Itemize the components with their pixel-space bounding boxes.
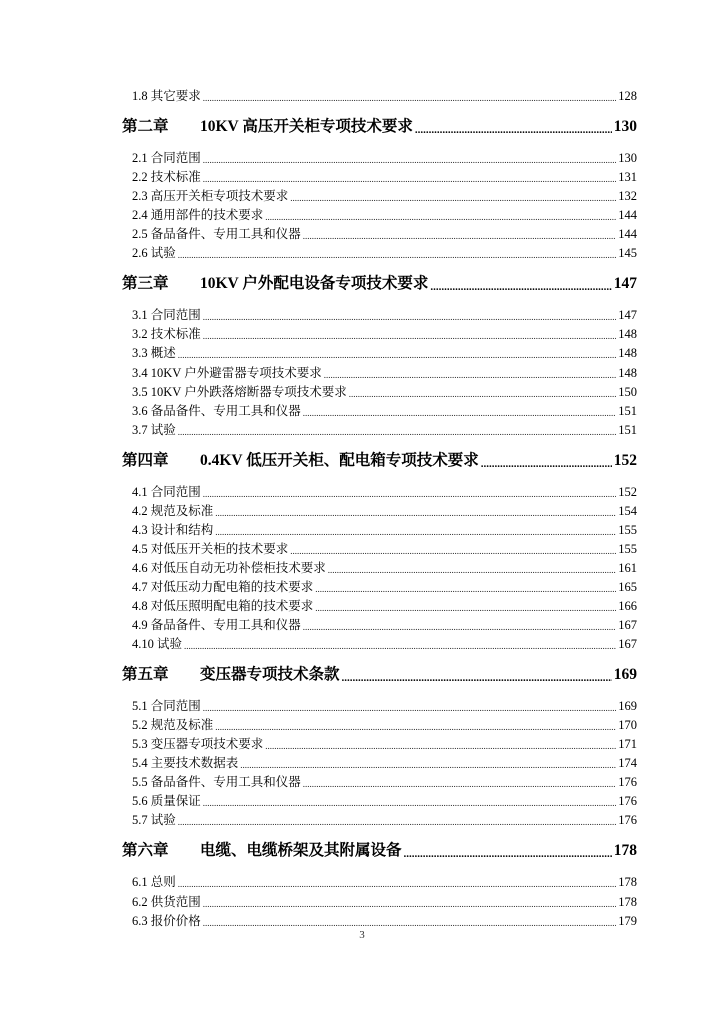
toc-page-number: 155: [618, 542, 637, 556]
toc-page-number: 151: [618, 404, 637, 418]
toc-entry[interactable]: [132, 187, 637, 205]
toc-entry[interactable]: [132, 206, 637, 224]
chapter-number: 第四章: [122, 452, 169, 469]
toc-page-number: 167: [618, 618, 637, 632]
toc-entry-title: 2.3 高压开关柜专项技术要求: [132, 189, 289, 203]
toc-chapter-entry[interactable]: [122, 663, 637, 687]
toc-entry[interactable]: [132, 344, 637, 362]
dot-leader: [203, 91, 616, 105]
dot-leader: [203, 916, 616, 930]
toc-page-number: 176: [618, 794, 637, 808]
toc-entry-title: [122, 115, 413, 139]
toc-chapter-entry[interactable]: [122, 272, 637, 296]
toc-entry-title: 5.2 规范及标准: [132, 718, 214, 732]
toc-entry-title: 2.2 技术标准: [132, 170, 201, 184]
toc-page-number: 131: [618, 170, 637, 184]
toc-page-number: 128: [618, 89, 637, 103]
toc-entry-title: [122, 272, 428, 296]
dot-leader: [215, 720, 616, 734]
toc-entry-title: 5.6 质量保证: [132, 794, 201, 808]
toc-entry[interactable]: [132, 306, 637, 324]
toc-page-number: 169: [613, 666, 637, 683]
toc-entry-title: 4.2 规范及标准: [132, 504, 214, 518]
toc-entry[interactable]: [132, 893, 637, 911]
chapter-title: 0.4KV 低压开关柜、配电箱专项技术要求: [200, 452, 479, 469]
toc-entry[interactable]: [132, 616, 637, 634]
toc-entry-title: 4.8 对低压照明配电箱的技术要求: [132, 599, 314, 613]
toc-entry[interactable]: [132, 811, 637, 829]
toc-entry-title: 5.7 试验: [132, 813, 176, 827]
toc-entry-title: 2.6 试验: [132, 246, 176, 260]
toc-page-number: 147: [618, 308, 637, 322]
toc-page-number: 152: [613, 452, 637, 469]
toc-entry-title: 5.3 变压器专项技术要求: [132, 737, 264, 751]
toc-entry[interactable]: [132, 521, 637, 539]
toc-entry-title: 4.10 试验: [132, 637, 183, 651]
dot-leader: [178, 248, 616, 262]
toc-page-number: 132: [618, 189, 637, 203]
toc-page-number: 165: [618, 580, 637, 594]
toc-entry-title: [122, 839, 402, 863]
chapter-title: 10KV 高压开关柜专项技术要求: [200, 118, 413, 135]
chapter-number: 第三章: [122, 275, 169, 292]
toc-entry[interactable]: [132, 873, 637, 891]
toc-page-number: 161: [618, 561, 637, 575]
toc-entry[interactable]: [132, 912, 637, 930]
toc-entry[interactable]: [132, 87, 637, 105]
toc-page-number: 176: [618, 813, 637, 827]
toc-entry-title: 3.4 10KV 户外避雷器专项技术要求: [132, 366, 322, 380]
toc-entry-title: 3.5 10KV 户外跌落熔断器专项技术要求: [132, 385, 347, 399]
dot-leader: [430, 278, 611, 296]
toc-entry-title: [122, 449, 479, 473]
toc-entry[interactable]: [132, 502, 637, 520]
dot-leader: [303, 620, 616, 634]
dot-leader: [324, 368, 617, 382]
toc-page-number: 174: [618, 756, 637, 770]
dot-leader: [203, 310, 616, 324]
toc-entry[interactable]: [132, 754, 637, 772]
dot-leader: [240, 758, 616, 772]
toc-page-number: 171: [618, 737, 637, 751]
dot-leader: [184, 639, 616, 653]
toc-entry-title: 4.5 对低压开关柜的技术要求: [132, 542, 289, 556]
dot-leader: [178, 877, 616, 891]
toc-entry[interactable]: [132, 421, 637, 439]
toc-entry-title: 2.4 通用部件的技术要求: [132, 208, 264, 222]
toc-page-number: 176: [618, 775, 637, 789]
toc-entry-title: 6.1 总则: [132, 875, 176, 889]
dot-leader: [178, 348, 616, 362]
toc-entry[interactable]: [132, 773, 637, 791]
toc-entry[interactable]: [132, 483, 637, 501]
toc-page-number: 155: [618, 523, 637, 537]
toc-entry-title: 1.8 其它要求: [132, 89, 201, 103]
toc-entry[interactable]: [132, 168, 637, 186]
toc-chapter-entry[interactable]: [122, 449, 637, 473]
toc-entry-title: 3.7 试验: [132, 423, 176, 437]
chapter-number: 第五章: [122, 666, 169, 683]
toc-page-number: 130: [618, 151, 637, 165]
toc-entry-title: 4.6 对低压自动无功补偿柜技术要求: [132, 561, 326, 575]
toc-page-number: 179: [618, 914, 637, 928]
toc-page-number: 152: [618, 485, 637, 499]
toc-page-number: 178: [613, 842, 637, 859]
toc-entry-title: 5.1 合同范围: [132, 699, 201, 713]
dot-leader: [203, 329, 616, 343]
toc-entry-title: 2.1 合同范围: [132, 151, 201, 165]
dot-leader: [203, 487, 616, 501]
toc-entry[interactable]: [132, 402, 637, 420]
dot-leader: [178, 815, 616, 829]
dot-leader: [178, 425, 616, 439]
dot-leader: [265, 739, 616, 753]
dot-leader: [328, 563, 616, 577]
toc-entry[interactable]: [132, 578, 637, 596]
toc-page-number: 169: [618, 699, 637, 713]
toc-entry[interactable]: [132, 559, 637, 577]
toc-entry-title: 4.3 设计和结构: [132, 523, 214, 537]
dot-leader: [315, 601, 616, 615]
toc-page-number: 167: [618, 637, 637, 651]
toc-page-number: 148: [618, 366, 637, 380]
toc-entry-title: 4.9 备品备件、专用工具和仪器: [132, 618, 301, 632]
toc-chapter-entry[interactable]: [122, 115, 637, 139]
toc-entry-title: 4.1 合同范围: [132, 485, 201, 499]
dot-leader: [203, 796, 616, 810]
toc-entry[interactable]: [132, 149, 637, 167]
toc-entry-title: 2.5 备品备件、专用工具和仪器: [132, 227, 301, 241]
toc-entry-title: 6.3 报价价格: [132, 914, 201, 928]
chapter-number: 第二章: [122, 118, 169, 135]
toc-page-number: 178: [618, 895, 637, 909]
toc-entry-title: 3.6 备品备件、专用工具和仪器: [132, 404, 301, 418]
dot-leader: [303, 406, 616, 420]
toc-entry-title: 5.4 主要技术数据表: [132, 756, 239, 770]
toc-page-number: 144: [618, 227, 637, 241]
toc-entry[interactable]: [132, 225, 637, 243]
dot-leader: [265, 210, 616, 224]
toc-entry[interactable]: [132, 325, 637, 343]
dot-leader: [415, 121, 612, 139]
toc-page-number: 170: [618, 718, 637, 732]
dot-leader: [290, 544, 616, 558]
toc-page-number: 145: [618, 246, 637, 260]
toc-entry-title: 5.5 备品备件、专用工具和仪器: [132, 775, 301, 789]
toc-page-number: 150: [618, 385, 637, 399]
dot-leader: [215, 525, 616, 539]
chapter-number: 第六章: [122, 842, 169, 859]
dot-leader: [481, 455, 612, 473]
dot-leader: [203, 172, 616, 186]
toc-page-number: 148: [618, 327, 637, 341]
dot-leader: [203, 897, 616, 911]
toc-page-number: 178: [618, 875, 637, 889]
toc-page-number: 148: [618, 346, 637, 360]
toc-page-number: 166: [618, 599, 637, 613]
toc-entry[interactable]: [132, 716, 637, 734]
dot-leader: [203, 701, 616, 715]
toc-entry[interactable]: [132, 364, 637, 382]
dot-leader: [303, 777, 616, 791]
dot-leader: [290, 191, 616, 205]
toc-page-number: 130: [613, 118, 637, 135]
chapter-title: 10KV 户外配电设备专项技术要求: [200, 275, 429, 292]
toc-entry[interactable]: [132, 540, 637, 558]
toc-entry[interactable]: [132, 635, 637, 653]
toc-page-number: 151: [618, 423, 637, 437]
toc-chapter-entry[interactable]: [122, 839, 637, 863]
dot-leader: [404, 845, 612, 863]
chapter-title: 变压器专项技术条款: [200, 666, 340, 683]
toc-entry-title: [122, 663, 340, 687]
toc-page-number: 154: [618, 504, 637, 518]
dot-leader: [303, 229, 616, 243]
toc-entry[interactable]: [132, 697, 637, 715]
toc-entry[interactable]: [132, 735, 637, 753]
toc-entry[interactable]: [132, 244, 637, 262]
chapter-title: 电缆、电缆桥架及其附属设备: [200, 842, 402, 859]
toc-entry[interactable]: [132, 597, 637, 615]
dot-leader: [215, 506, 616, 520]
toc-entry[interactable]: [132, 792, 637, 810]
toc-entry-title: 3.3 概述: [132, 346, 176, 360]
toc-page-number: 147: [613, 275, 637, 292]
dot-leader: [315, 582, 616, 596]
toc-page-number: 144: [618, 208, 637, 222]
toc-entry[interactable]: [132, 383, 637, 401]
toc-entry-title: 6.2 供货范围: [132, 895, 201, 909]
dot-leader: [203, 153, 616, 167]
toc-entry-title: 3.2 技术标准: [132, 327, 201, 341]
dot-leader: [349, 387, 617, 401]
toc-entry-title: 4.7 对低压动力配电箱的技术要求: [132, 580, 314, 594]
dot-leader: [342, 669, 612, 687]
toc-entry-title: 3.1 合同范围: [132, 308, 201, 322]
page-number: 3: [359, 929, 365, 941]
